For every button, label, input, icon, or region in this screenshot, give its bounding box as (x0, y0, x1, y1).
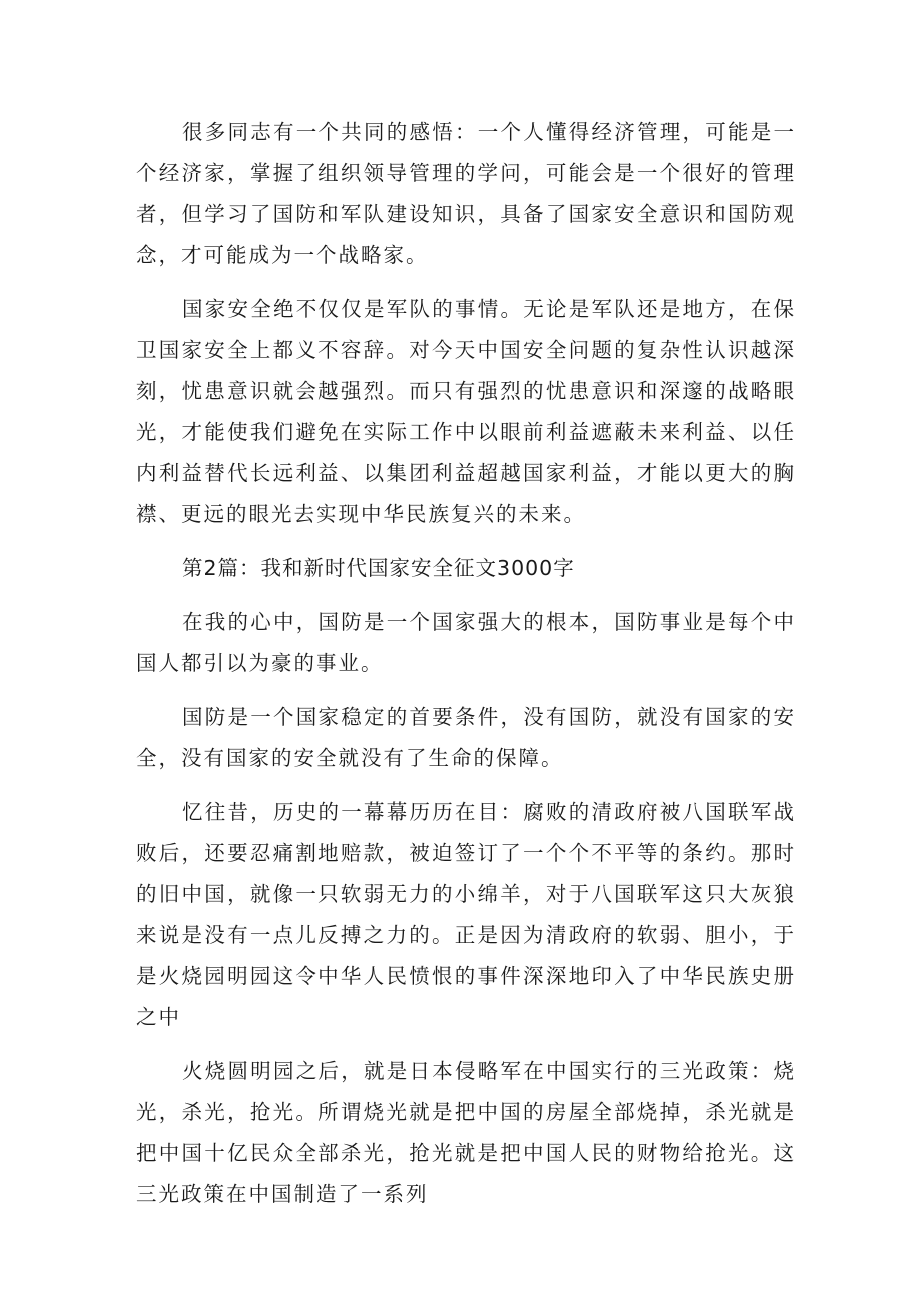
paragraph-4: 国防是一个国家稳定的首要条件，没有国防，就没有国家的安全，没有国家的安全就没有了生命的保障。 (136, 705, 796, 770)
paragraph-5: 忆往昔，历史的一幕幕历历在目：腐败的清政府被八国联军战败后，还要忍痛割地赔款，被迫签订了一个个不平等的条约。那时的旧中国，就像一只软弱无力的小绵羊，对于八国联军这只大灰狼来说是没有一点儿反搏之力的。正是因为清政府的软弱、胆小，于是火烧园明园这令中华人民愤恨的事件深深地印入了中华民族史册之中 (136, 800, 796, 1029)
section-heading: 第2篇：我和新时代国家安全征文3000字 (182, 556, 575, 580)
paragraph-2: 国家安全绝不仅仅是军队的事情。无论是军队还是地方，在保卫国家安全上都义不容辞。对今天中国安全问题的复杂性认识越深刻，忧患意识就会越强烈。而只有强烈的忧患意识和深邃的战略眼光，才能使我们避免在实际工作中以眼前利益遮蔽未来利益、以任内利益替代长远利益、以集团利益超越国家利益，才能以更大的胸襟、更远的眼光去实现中华民族复兴的未来。 (136, 297, 796, 526)
paragraph-6: 火烧圆明园之后，就是日本侵略军在中国实行的三光政策：烧光，杀光，抢光。所谓烧光就是把中国的房屋全部烧掉，杀光就是把中国十亿民众全部杀光，抢光就是把中国人民的财物给抢光。这三光政策在中国制造了一系列 (136, 1059, 796, 1206)
paragraph-3: 在我的心中，国防是一个国家强大的根本，国防事业是每个中国人都引以为豪的事业。 (136, 610, 796, 675)
paragraph-1: 很多同志有一个共同的感悟：一个人懂得经济管理，可能是一个经济家，掌握了组织领导管理的学问，可能会是一个很好的管理者，但学习了国防和军队建设知识，具备了国家安全意识和国防观念，才可能成为一个战略家。 (136, 120, 796, 267)
document-page (136, 112, 796, 1215)
